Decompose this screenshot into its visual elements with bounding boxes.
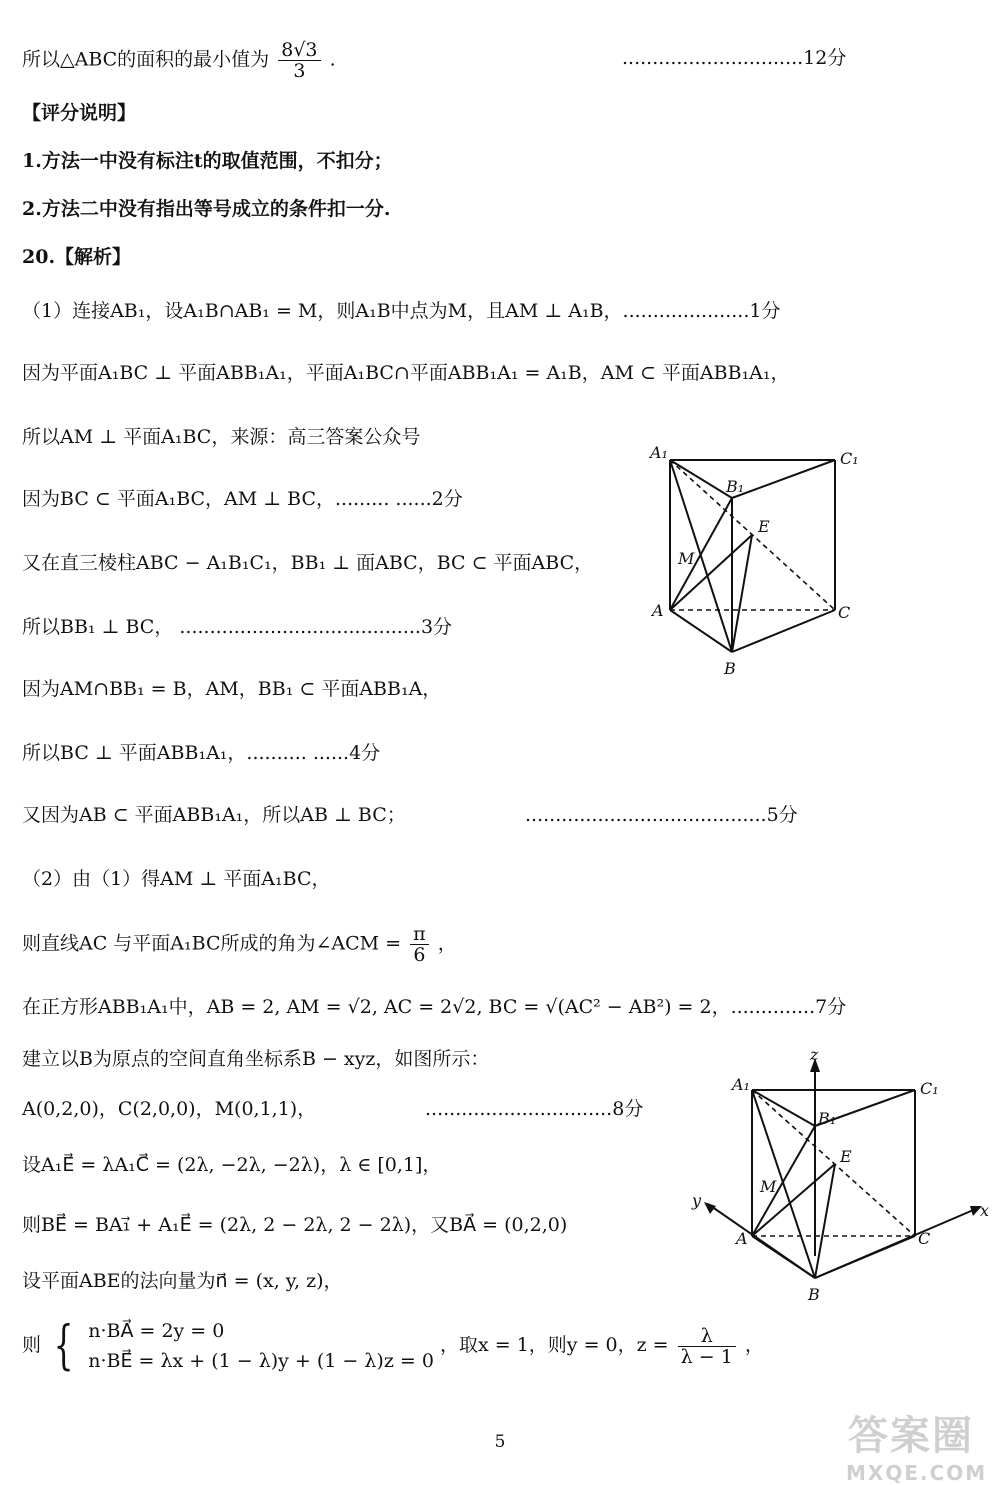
prism-figure-2-coordinates [680, 1046, 995, 1308]
watermark-logo [846, 1404, 988, 1485]
equation-system [88, 1316, 434, 1376]
label-B: B [724, 659, 736, 678]
label-A: A [736, 1229, 748, 1248]
label-x: x [980, 1201, 990, 1220]
note-2: 2.方法二中没有指出等号成立的条件扣一分. [22, 198, 391, 220]
label-M: M [678, 549, 695, 568]
label-B1: B₁ [726, 477, 745, 496]
line-B-E [732, 535, 752, 652]
proof-line-11 [22, 924, 457, 965]
numerator: λ [678, 1326, 736, 1347]
proof-line-9: 又因为AB ⊂ 平面ABB₁A₁，所以AB ⊥ BC； [22, 804, 406, 826]
note-1: 1.方法一中没有标注t的取值范围，不扣分； [22, 150, 393, 172]
fraction-lambda-over-lambda-minus-1 [678, 1326, 736, 1367]
arrow-y [704, 1202, 716, 1214]
proof-line-8: 所以BC ⊥ 平面ABB₁A₁，.......... ......4分 [22, 742, 381, 764]
label-C1: C₁ [840, 449, 859, 468]
score-12 [622, 45, 846, 71]
proof-line-15: 设A₁E⃗ = λA₁C⃗ = (2λ, −2λ, −2λ)，λ ∈ [0,1]， [22, 1154, 442, 1176]
proof-line-2: 因为平面A₁BC ⊥ 平面ABB₁A₁，平面A₁BC∩平面ABB₁A₁ = A₁B，AM ⊂ 平面ABB₁A₁， [22, 362, 790, 384]
numerator: 8√3 [278, 40, 320, 61]
denominator: λ − 1 [680, 1345, 733, 1368]
proof-line-3: 所以AM ⊥ 平面A₁BC，来源：高三答案公众号 [22, 426, 421, 448]
label-C: C [918, 1229, 931, 1248]
label-y: y [692, 1191, 702, 1210]
edge-A-B [752, 1236, 815, 1278]
page-number: 5 [494, 1432, 506, 1452]
proof-line-12: 在正方形ABB₁A₁中，AB = 2, AM = √2, AC = 2√2, BC = √(AC² − AB²) = 2，..............7分 [22, 996, 847, 1018]
left-brace: { [53, 1316, 74, 1376]
label-M: M [760, 1177, 777, 1196]
edge-A1-B1 [670, 460, 732, 498]
edge-B-C [815, 1236, 915, 1278]
proof-line-5: 又在直三棱柱ABC − A₁B₁C₁，BB₁ ⊥ 面ABC，BC ⊂ 平面ABC， [22, 552, 594, 574]
text: ， [437, 932, 457, 955]
proof-line-6: 所以BB₁ ⊥ BC， ........................................3分 [22, 616, 453, 638]
denominator: 6 [413, 944, 426, 966]
label-z: z [810, 1046, 819, 1064]
text: 所以△ABC的面积的最小值为 [22, 48, 270, 71]
watermark-domain: MXQE.COM [846, 1461, 988, 1485]
edge-A-B [670, 610, 732, 652]
label-C: C [838, 603, 851, 622]
edge-B1-C1 [732, 460, 835, 498]
text: . [329, 48, 336, 71]
label-E: E [840, 1147, 852, 1166]
proof-line-18 [22, 1316, 764, 1376]
proof-line-1: （1）连接AB₁，设A₁B∩AB₁ = M，则A₁B中点为M，且AM ⊥ A₁B，.....................1分 [22, 300, 781, 322]
label-A: A [652, 601, 664, 620]
denominator: 3 [293, 60, 306, 82]
text: ， [744, 1334, 764, 1356]
fraction-8root3-over-3 [278, 40, 320, 81]
proof-line-4: 因为BC ⊂ 平面A₁BC，AM ⊥ BC，......... ......2分 [22, 488, 463, 510]
proof-line-17: 设平面ABE的法向量为n⃗ = (x, y, z)， [22, 1270, 343, 1292]
line-A-E [670, 535, 752, 610]
equation-1: n·BA⃗ = 2y = 0 [88, 1320, 225, 1342]
equation-2: n·BE⃗ = λx + (1 − λ)y + (1 − λ)z = 0 [88, 1350, 434, 1372]
line-A-E [752, 1164, 835, 1236]
proof-line-7: 因为AM∩BB₁ = B，AM，BB₁ ⊂ 平面ABB₁A， [22, 678, 442, 700]
text: ..............................12分 [622, 47, 847, 69]
proof-line-10: （2）由（1）得AM ⊥ 平面A₁BC， [22, 868, 331, 890]
line-B-E [815, 1164, 835, 1278]
label-B1: B₁ [818, 1109, 837, 1128]
label-B: B [808, 1285, 820, 1304]
text: 则 [22, 1334, 42, 1356]
score-5: ........................................5分 [525, 804, 798, 826]
label-A1: A₁ [732, 1075, 750, 1094]
score-8: ...............................8分 [425, 1098, 644, 1120]
watermark-text: 答案圈 [848, 1413, 974, 1459]
note-title: 【评分说明】 [22, 102, 137, 124]
proof-line-13: 建立以B为原点的空间直角坐标系B − xyz，如图所示： [22, 1048, 490, 1070]
edge-B-C [732, 610, 835, 652]
text: ，取x = 1，则y = 0，z = [440, 1334, 669, 1356]
prism-figure-1 [640, 440, 870, 680]
text: 则直线AC 与平面A₁BC所成的角为∠ACM = [22, 932, 402, 955]
line-min-area [22, 40, 336, 81]
label-C1: C₁ [920, 1079, 939, 1098]
proof-line-14: A(0,2,0)，C(2,0,0)，M(0,1,1)， [22, 1098, 317, 1120]
numerator: π [410, 924, 429, 945]
question-20-heading: 20.【解析】 [22, 246, 132, 268]
label-A1: A₁ [650, 443, 668, 462]
proof-line-16: 则BE⃗ = BA₁⃗ + A₁E⃗ = (2λ, 2 − 2λ, 2 − 2λ)，又BA⃗ = (0,2,0) [22, 1214, 568, 1236]
label-E: E [758, 517, 770, 536]
fraction-pi-over-6 [410, 924, 429, 965]
